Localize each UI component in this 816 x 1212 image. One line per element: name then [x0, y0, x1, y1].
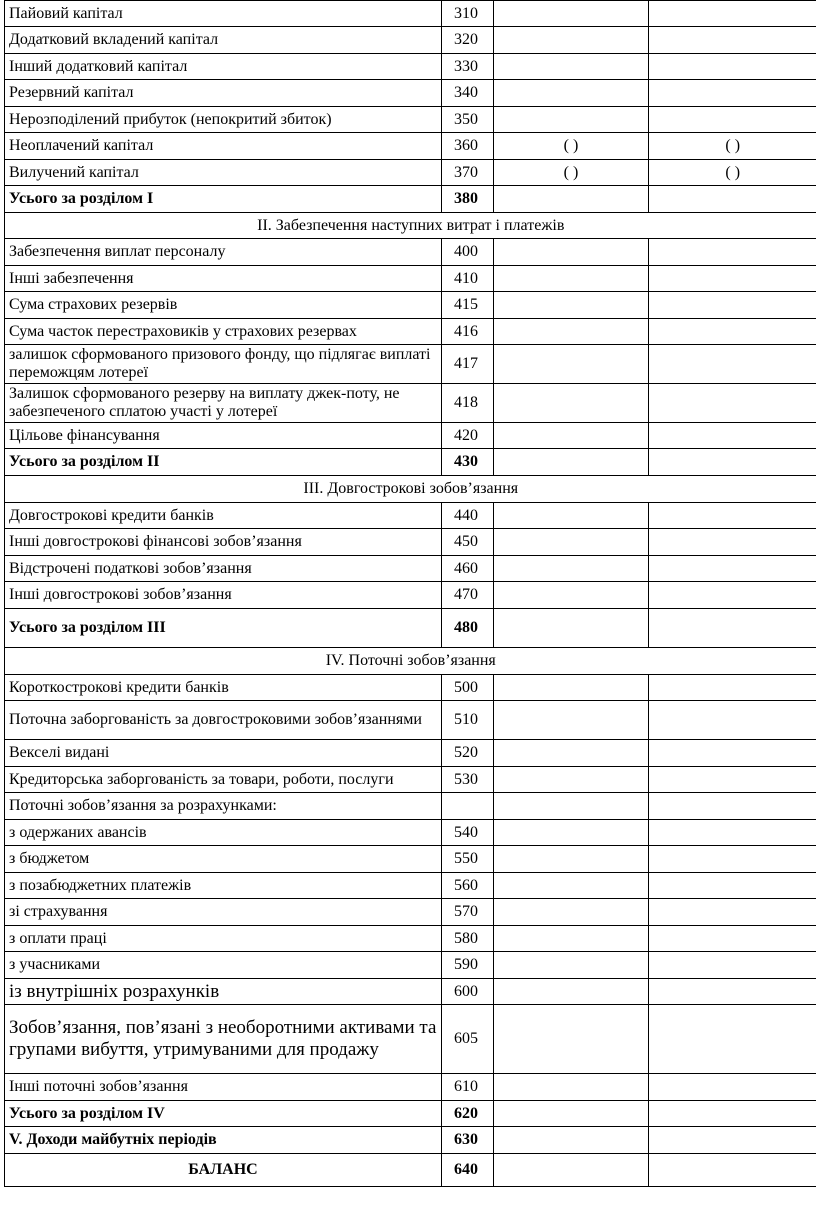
row-code: 520 — [442, 740, 494, 767]
row-code: 605 — [442, 1005, 494, 1074]
value-cell — [649, 345, 816, 384]
value-cell — [494, 556, 649, 582]
table-row — [5, 1, 816, 27]
row-label: з бюджетом — [5, 846, 442, 873]
value-cell — [649, 1154, 816, 1187]
table-row — [5, 701, 816, 740]
row-label: з позабюджетних платежів — [5, 873, 442, 899]
value-cell — [494, 54, 649, 80]
value-cell — [494, 80, 649, 107]
value-cell — [649, 899, 816, 926]
table-row — [5, 80, 816, 107]
table-row — [5, 449, 816, 476]
value-cell — [494, 384, 649, 423]
row-label: Поточні зобов’язання за розрахунками: — [5, 793, 442, 820]
section-header-row — [5, 648, 816, 675]
table-row — [5, 767, 816, 793]
row-label: Відстрочені податкові зобов’язання — [5, 556, 442, 582]
table-row — [5, 899, 816, 926]
table-row — [5, 107, 816, 133]
value-cell — [649, 384, 816, 423]
value-cell: ( ) — [494, 133, 649, 160]
value-cell — [494, 319, 649, 345]
value-cell — [494, 107, 649, 133]
row-label: Кредиторська заборгованість за товари, роботи, послуги — [5, 767, 442, 793]
row-code: 416 — [442, 319, 494, 345]
row-code: 550 — [442, 846, 494, 873]
value-cell — [494, 529, 649, 556]
row-label: Довгострокові кредити банків — [5, 503, 442, 529]
row-label: Сума страхових резервів — [5, 292, 442, 319]
table-row — [5, 675, 816, 701]
value-cell — [649, 107, 816, 133]
value-cell — [649, 740, 816, 767]
value-cell — [649, 1101, 816, 1127]
value-cell — [649, 529, 816, 556]
value-cell — [649, 1127, 816, 1154]
value-cell — [649, 503, 816, 529]
value-cell — [494, 266, 649, 292]
value-cell — [649, 979, 816, 1005]
value-cell — [494, 820, 649, 846]
row-code: 450 — [442, 529, 494, 556]
value-cell — [494, 1005, 649, 1074]
value-cell — [494, 582, 649, 609]
table-row — [5, 529, 816, 556]
row-code: 415 — [442, 292, 494, 319]
row-code: 540 — [442, 820, 494, 846]
row-label: Векселі видані — [5, 740, 442, 767]
row-code: 590 — [442, 952, 494, 979]
row-label: Цільове фінансування — [5, 423, 442, 449]
row-code: 330 — [442, 54, 494, 80]
row-label: Додатковий вкладений капітал — [5, 27, 442, 54]
row-code: 560 — [442, 873, 494, 899]
value-cell — [649, 80, 816, 107]
section-header-row — [5, 213, 816, 239]
value-cell — [494, 701, 649, 740]
value-cell: ( ) — [494, 160, 649, 186]
row-label: Усього за розділом II — [5, 449, 442, 476]
row-label: зі страхування — [5, 899, 442, 926]
row-code: 440 — [442, 503, 494, 529]
value-cell — [649, 423, 816, 449]
row-code: 620 — [442, 1101, 494, 1127]
row-label: з учасниками — [5, 952, 442, 979]
value-cell — [494, 27, 649, 54]
value-cell — [494, 899, 649, 926]
value-cell — [494, 952, 649, 979]
value-cell — [494, 873, 649, 899]
row-code: 417 — [442, 345, 494, 384]
row-label: Залишок сформованого резерву на виплату джек-поту, не забезпеченого сплатою участі у лотереї — [5, 384, 442, 423]
row-label: Інші забезпечення — [5, 266, 442, 292]
value-cell — [649, 54, 816, 80]
table-row — [5, 1127, 816, 1154]
row-label: Поточна заборгованість за довгостроковими зобов’язаннями — [5, 701, 442, 740]
value-cell — [494, 675, 649, 701]
row-code: 460 — [442, 556, 494, 582]
value-cell — [649, 609, 816, 648]
table-row — [5, 133, 816, 160]
value-cell — [494, 292, 649, 319]
balance-sheet-table — [4, 0, 816, 1187]
table-row — [5, 740, 816, 767]
row-code: 570 — [442, 899, 494, 926]
value-cell — [494, 793, 649, 820]
table-row — [5, 345, 816, 384]
row-label: з оплати праці — [5, 926, 442, 952]
value-cell — [494, 926, 649, 952]
section-header: III. Довгострокові зобов’язання — [5, 476, 816, 503]
row-code: 510 — [442, 701, 494, 740]
row-code: 380 — [442, 186, 494, 213]
table-row — [5, 873, 816, 899]
table-row — [5, 160, 816, 186]
row-label: Пайовий капітал — [5, 1, 442, 27]
value-cell — [494, 1127, 649, 1154]
value-cell — [494, 1101, 649, 1127]
value-cell — [649, 239, 816, 266]
value-cell — [649, 767, 816, 793]
value-cell — [649, 449, 816, 476]
row-code: 640 — [442, 1154, 494, 1187]
value-cell — [494, 503, 649, 529]
value-cell — [649, 846, 816, 873]
value-cell — [494, 609, 649, 648]
row-label: Інші поточні зобов’язання — [5, 1074, 442, 1101]
row-code: 310 — [442, 1, 494, 27]
row-code — [442, 793, 494, 820]
row-label: Неоплачений капітал — [5, 133, 442, 160]
table-row — [5, 503, 816, 529]
row-code: 530 — [442, 767, 494, 793]
row-label: Інші довгострокові фінансові зобов’язання — [5, 529, 442, 556]
value-cell: ( ) — [649, 160, 816, 186]
table-row — [5, 556, 816, 582]
section-header: IV. Поточні зобов’язання — [5, 648, 816, 675]
value-cell — [649, 582, 816, 609]
value-cell — [649, 1074, 816, 1101]
table-row — [5, 952, 816, 979]
row-label: з одержаних авансів — [5, 820, 442, 846]
row-label: Усього за розділом IV — [5, 1101, 442, 1127]
row-code: 600 — [442, 979, 494, 1005]
row-code: 500 — [442, 675, 494, 701]
table-row — [5, 926, 816, 952]
value-cell — [649, 675, 816, 701]
value-cell — [494, 1154, 649, 1187]
table-row — [5, 423, 816, 449]
value-cell — [649, 701, 816, 740]
value-cell — [494, 423, 649, 449]
value-cell: ( ) — [649, 133, 816, 160]
value-cell — [649, 926, 816, 952]
row-label: Забезпечення виплат персоналу — [5, 239, 442, 266]
row-code: 370 — [442, 160, 494, 186]
value-cell — [649, 820, 816, 846]
row-code: 630 — [442, 1127, 494, 1154]
row-label: Нерозподілений прибуток (непокритий збиток) — [5, 107, 442, 133]
row-label: Резервний капітал — [5, 80, 442, 107]
value-cell — [649, 952, 816, 979]
row-label: Зобов’язання, пов’язані з необоротними активами та групами вибуття, утримуваними для продажу — [5, 1005, 442, 1074]
value-cell — [649, 873, 816, 899]
value-cell — [494, 740, 649, 767]
table-row — [5, 793, 816, 820]
value-cell — [494, 1074, 649, 1101]
value-cell — [494, 345, 649, 384]
table-row — [5, 292, 816, 319]
table-row — [5, 609, 816, 648]
row-label: Сума часток перестраховиків у страхових резервах — [5, 319, 442, 345]
table-row — [5, 239, 816, 266]
table-row — [5, 820, 816, 846]
value-cell — [494, 846, 649, 873]
table-row — [5, 54, 816, 80]
section-header-row — [5, 476, 816, 503]
value-cell — [649, 186, 816, 213]
value-cell — [494, 239, 649, 266]
row-label: Усього за розділом I — [5, 186, 442, 213]
value-cell — [494, 979, 649, 1005]
table-row — [5, 186, 816, 213]
row-code: 320 — [442, 27, 494, 54]
value-cell — [494, 449, 649, 476]
table-row — [5, 1154, 816, 1187]
value-cell — [494, 186, 649, 213]
row-code: 340 — [442, 80, 494, 107]
row-label: Короткострокові кредити банків — [5, 675, 442, 701]
value-cell — [649, 793, 816, 820]
value-cell — [649, 266, 816, 292]
row-label: Інший додатковий капітал — [5, 54, 442, 80]
row-code: 470 — [442, 582, 494, 609]
row-label: Усього за розділом III — [5, 609, 442, 648]
table-row — [5, 319, 816, 345]
table-row — [5, 1074, 816, 1101]
value-cell — [649, 319, 816, 345]
row-code: 418 — [442, 384, 494, 423]
row-label: БАЛАНС — [5, 1154, 442, 1187]
row-code: 480 — [442, 609, 494, 648]
value-cell — [494, 767, 649, 793]
table-row — [5, 1101, 816, 1127]
table-row — [5, 979, 816, 1005]
value-cell — [649, 1, 816, 27]
row-label: залишок сформованого призового фонду, що підлягає виплаті переможцям лотереї — [5, 345, 442, 384]
table-row — [5, 27, 816, 54]
value-cell — [649, 556, 816, 582]
row-label: V. Доходи майбутніх періодів — [5, 1127, 442, 1154]
table-row — [5, 384, 816, 423]
table-row — [5, 266, 816, 292]
section-header: II. Забезпечення наступних витрат і платежів — [5, 213, 816, 239]
row-label: Інші довгострокові зобов’язання — [5, 582, 442, 609]
row-label: із внутрішніх розрахунків — [5, 979, 442, 1005]
value-cell — [494, 1, 649, 27]
table-row — [5, 846, 816, 873]
row-code: 350 — [442, 107, 494, 133]
row-code: 610 — [442, 1074, 494, 1101]
row-code: 580 — [442, 926, 494, 952]
value-cell — [649, 1005, 816, 1074]
row-code: 410 — [442, 266, 494, 292]
row-code: 360 — [442, 133, 494, 160]
value-cell — [649, 27, 816, 54]
row-code: 420 — [442, 423, 494, 449]
row-code: 400 — [442, 239, 494, 266]
row-label: Вилучений капітал — [5, 160, 442, 186]
value-cell — [649, 292, 816, 319]
row-code: 430 — [442, 449, 494, 476]
table-row — [5, 1005, 816, 1074]
table-row — [5, 582, 816, 609]
